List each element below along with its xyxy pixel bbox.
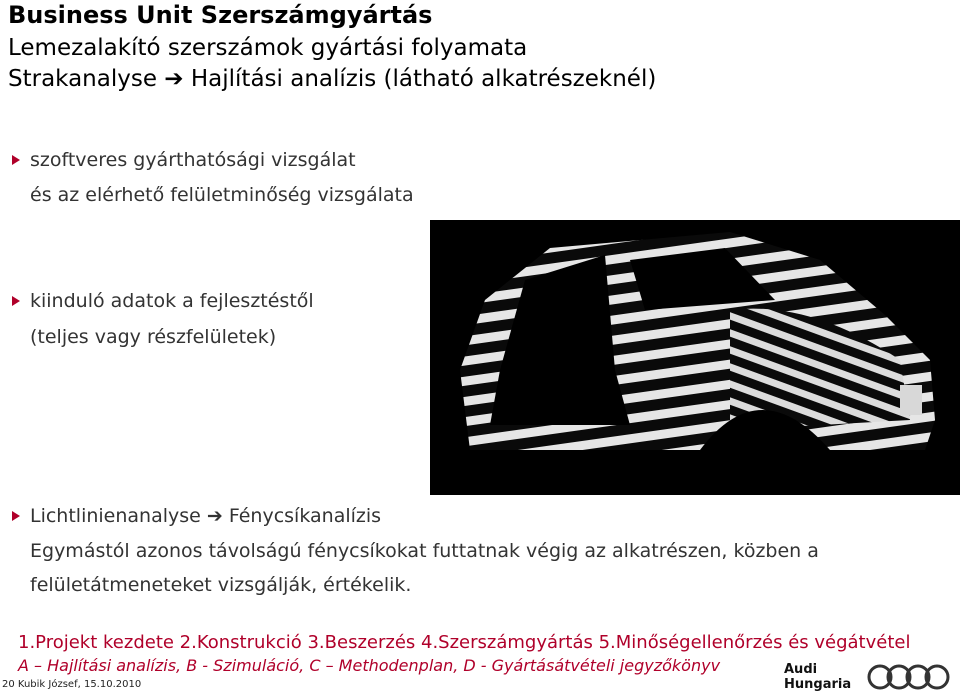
bullet-3-line1: Lichtlinienanalyse ➔ Fénycsíkanalízis (30, 505, 382, 527)
bullet-triangle-icon (12, 511, 20, 521)
page-subtitle-2: Strakanalyse ➔ Hajlítási analízis (látható alkatrészeknél) (8, 66, 657, 92)
bullet-2-line2: (teljes vagy részfelületek) (30, 326, 277, 348)
bullet-1-line1: szoftveres gyárthatósági vizsgálat (30, 149, 356, 171)
bullet-3-line3: felületátmeneteket vizsgálják, értékelik. (30, 574, 412, 596)
page-info: 20 Kubik József, 15.10.2010 (2, 679, 142, 690)
brand-text (784, 662, 851, 692)
bullet-2 (12, 290, 314, 312)
brand-line-1: Audi (784, 662, 818, 677)
bullet-1-line2: és az elérhető felületminőség vizsgálata (30, 184, 414, 206)
page-title: Business Unit Szerszámgyártás (8, 1, 433, 29)
process-steps: 1.Projekt kezdete 2.Konstrukció 3.Beszerzés 4.Szerszámgyártás 5.Minőségellenőrzés és végátvétel (18, 632, 911, 653)
brand-line-2: Hungaria (784, 677, 852, 692)
car-body-zebra-analysis-icon (430, 220, 960, 495)
bullet-triangle-icon (12, 296, 20, 306)
bullet-2-line1: kiinduló adatok a fejlesztéstől (30, 290, 314, 312)
page-subtitle: Lemezalakító szerszámok gyártási folyamata (8, 35, 528, 61)
bullet-3 (12, 505, 381, 527)
process-legend: A – Hajlítási analízis, B - Szimuláció, C – Methodenplan, D - Gyártásátvételi jegyzőkönyv (18, 656, 721, 675)
audi-rings-logo-icon (865, 662, 953, 696)
bullet-triangle-icon (12, 155, 20, 165)
bullet-3-line2: Egymástól azonos távolságú fénycsíkokat futtatnak végig az alkatrészen, közben a (30, 540, 819, 562)
bullet-1 (12, 149, 356, 171)
